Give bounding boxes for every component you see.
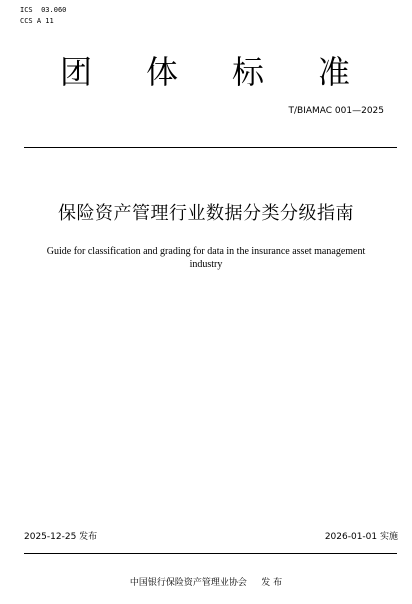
bottom-divider	[24, 553, 397, 554]
implementation-date: 2026-01-01 实施	[324, 532, 398, 542]
ics-label: ICS	[20, 6, 33, 14]
ccs-label: CCS	[20, 17, 33, 25]
doc-type-char: 体	[145, 53, 178, 91]
ics-code: 03.060	[41, 6, 67, 14]
publisher-line	[0, 577, 412, 589]
ccs-classification	[20, 17, 54, 26]
publisher-action: 发 布	[261, 578, 283, 588]
issue-date: 2025-12-25 发布	[24, 532, 98, 542]
title-chinese: 保险资产管理行业数据分类分级指南	[58, 203, 354, 224]
doc-type-char: 团	[60, 53, 93, 91]
publisher-name: 中国银行保险资产管理业协会	[129, 578, 247, 588]
doc-type-char: 标	[231, 53, 264, 91]
top-divider	[24, 147, 397, 148]
title-english: Guide for classification and grading for data in the insurance asset management industry	[46, 246, 366, 270]
document-number: T/BIAMAC 001—2025	[288, 106, 384, 116]
ics-classification	[20, 6, 66, 15]
doc-type-char: 准	[317, 53, 350, 91]
document-type-heading	[60, 52, 350, 92]
ccs-code: A 11	[36, 17, 54, 25]
